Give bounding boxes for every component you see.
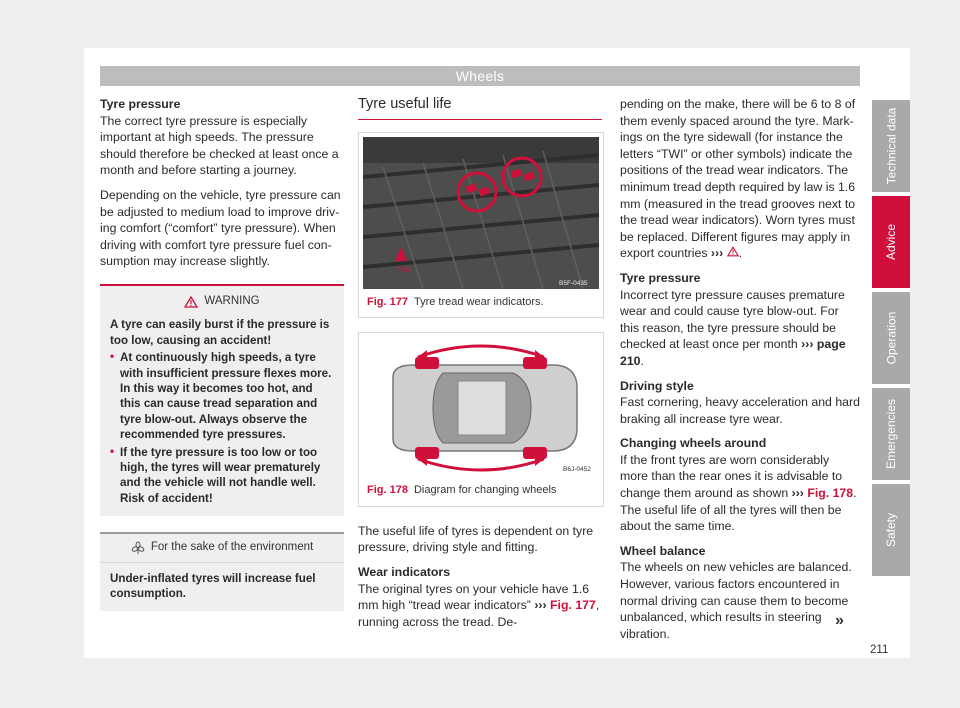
fig-178-arrow: ››› [791,486,804,501]
figure-178-code: B6J-0452 [563,466,591,474]
left-column [100,96,344,611]
warning-list [110,350,334,506]
page-210-arrow: ››› [801,337,814,352]
changing-wheels-text-b: . The useful life of all the tyres will then be about the same time. [620,486,857,534]
warning-title-text: WARNING [204,294,260,307]
tyre-pressure-heading: Tyre pressure [100,97,181,111]
tab-advice[interactable] [872,196,910,288]
tyre-tread-image [363,137,599,289]
wear-indicators-paragraph [358,581,602,631]
tab-emergencies[interactable] [872,388,910,480]
tab-emergencies-label: Emergencies [884,398,898,470]
warning-box [100,284,344,516]
page-210-link[interactable]: page 210 [620,337,846,368]
figure-178-caption [363,477,599,502]
tyre-pressure-text-3: Incorrect tyre pressure causes premature wear and could cause tyre blow-out. For this reason, the tyre pressure should be checked at least once per month [620,287,845,352]
environment-text: Under-inflated tyres will increase fuel consumption. [110,571,316,601]
section-tabs [872,100,910,580]
wear-indicators-text: The original tyres on your vehicle have 1.6 mm high “tread wear indicators” [358,581,590,613]
figure-177-number: Fig. 177 [367,295,408,308]
continue-arrow: » [835,612,844,629]
wear-indicators-continued-text: pending on the make, there will be 6 to 8 of them evenly spaced around the tyre. Markings on the tyre sidewall (for instance the letters “TWI” or other symbols) indicate the positions of the tread wear indicators. The minimum tread depth required by law is 1.6 mm (measured in the tread grooves next to the tread wear indicators). Worn tyres must be replaced. Different figures may apply in export countries [620,97,856,261]
changing-wheels-paragraph [620,452,860,535]
changing-wheels-text: If the front tyres are worn considerably more than the rear ones it is advisable to change them around as shown [620,452,843,501]
tab-operation-label: Operation [884,311,899,365]
tyre-pressure-heading-2: Tyre pressure [620,270,701,285]
warning-bullet-2: • If the tyre pressure is too low or too high, the tyres will wear prematurely and the vehicle will not handle well. Risk of accident! [110,445,334,507]
warning-triangle-icon [184,296,198,308]
environment-box [100,532,344,611]
wheel-rotation-image [363,337,599,477]
chapter-header: Wheels [100,66,860,86]
leaf-icon [131,541,145,555]
changing-wheels-heading: Changing wheels around [620,436,767,451]
warning-ref-arrow: ››› [710,246,724,261]
figure-177-caption-text: Tyre tread wear indicators. [413,295,544,308]
twi-label: TWI [397,266,410,274]
wheel-balance-paragraph: The wheels on new vehicles are balanced. However, various factors encountered in normal driving can cause them to become unbalanced, which results in steering vibration. [620,560,852,641]
fig-177-arrow: ››› [534,598,547,613]
figure-178-number: Fig. 178 [367,484,408,497]
tyre-pressure-paragraph-3: Incorrect tyre pressure causes premature wear and could cause tyre blow-out. For this reason, the tyre pressure should be checked at least once per month ››› page 210. [620,287,846,368]
driving-style-heading: Driving style [620,378,694,393]
wear-indicators-text-b: , running across the tread. De- [358,598,600,629]
tab-operation[interactable] [872,292,910,384]
page-number: 211 [870,644,889,656]
fig-177-link[interactable]: Fig. 177 [550,598,596,613]
figure-177 [358,132,604,319]
useful-life-paragraph: The useful life of tyres is dependent on tyre pressure, driving style and fitting. [358,523,594,555]
tyre-pressure-paragraph-2: Depending on the vehicle, tyre pressure can be adjusted to medium load to improve driving comfort (“comfort” tyre pressure). When driving with comfort tyre pressure fuel consumption may increase slightly. [100,187,341,269]
tab-safety[interactable] [872,484,910,576]
tab-technical-data-label: Technical data [884,107,898,185]
environment-title [100,540,344,562]
section-title: Tyre useful life [358,96,602,120]
tab-technical-data[interactable] [872,100,910,192]
warning-bullet-1: • At continuously high speeds, a tyre with insufficient pressure flexes more. In this way it becomes too hot, and this can cause tread separation and tyre blow-out. Always observe the recommended tyre pressures. [110,350,334,442]
figure-177-caption [363,289,599,314]
wear-indicators-heading: Wear indicators [358,564,451,579]
warning-reference-icon[interactable] [727,246,739,257]
tab-safety-label: Safety [884,512,898,548]
fig-178-link[interactable]: Fig. 178 [807,486,854,501]
environment-title-text: For the sake of the environment [150,541,314,554]
figure-178 [358,332,604,507]
warning-title [110,294,334,309]
wheel-balance-heading: Wheel balance [620,543,706,558]
middle-column [358,96,602,638]
tab-advice-label: Advice [884,223,898,261]
wheel-rotation-diagram [363,337,599,477]
driving-style-paragraph: Fast cornering, heavy acceleration and hard braking all increase tyre wear. [620,395,860,426]
tyre-tread-illustration [363,137,599,289]
tyre-pressure-paragraph-1: The correct tyre pressure is especially important at high speeds. The pressure should therefore be checked at least once a month and before starting a journey. [100,113,339,178]
figure-178-caption-text: Diagram for changing wheels [413,484,557,497]
right-column [620,96,860,650]
figure-177-code: B5F-0435 [559,279,588,287]
wear-indicators-continued: pending on the make, there will be 6 to 8 of them evenly spaced around the tyre. Markings on the tyre sidewall (for instance the letters “TWI” or other symbols) indicate the positions of the tread wear indicators. The minimum tread depth required by law is 1.6 mm (measured in the tread grooves next to the tread wear indicators). Worn tyres must be replaced. Different figures may apply in export countries ››› . [620,97,856,261]
warning-intro: A tyre can easily burst if the pressure is too low, causing an accident! [110,318,330,347]
